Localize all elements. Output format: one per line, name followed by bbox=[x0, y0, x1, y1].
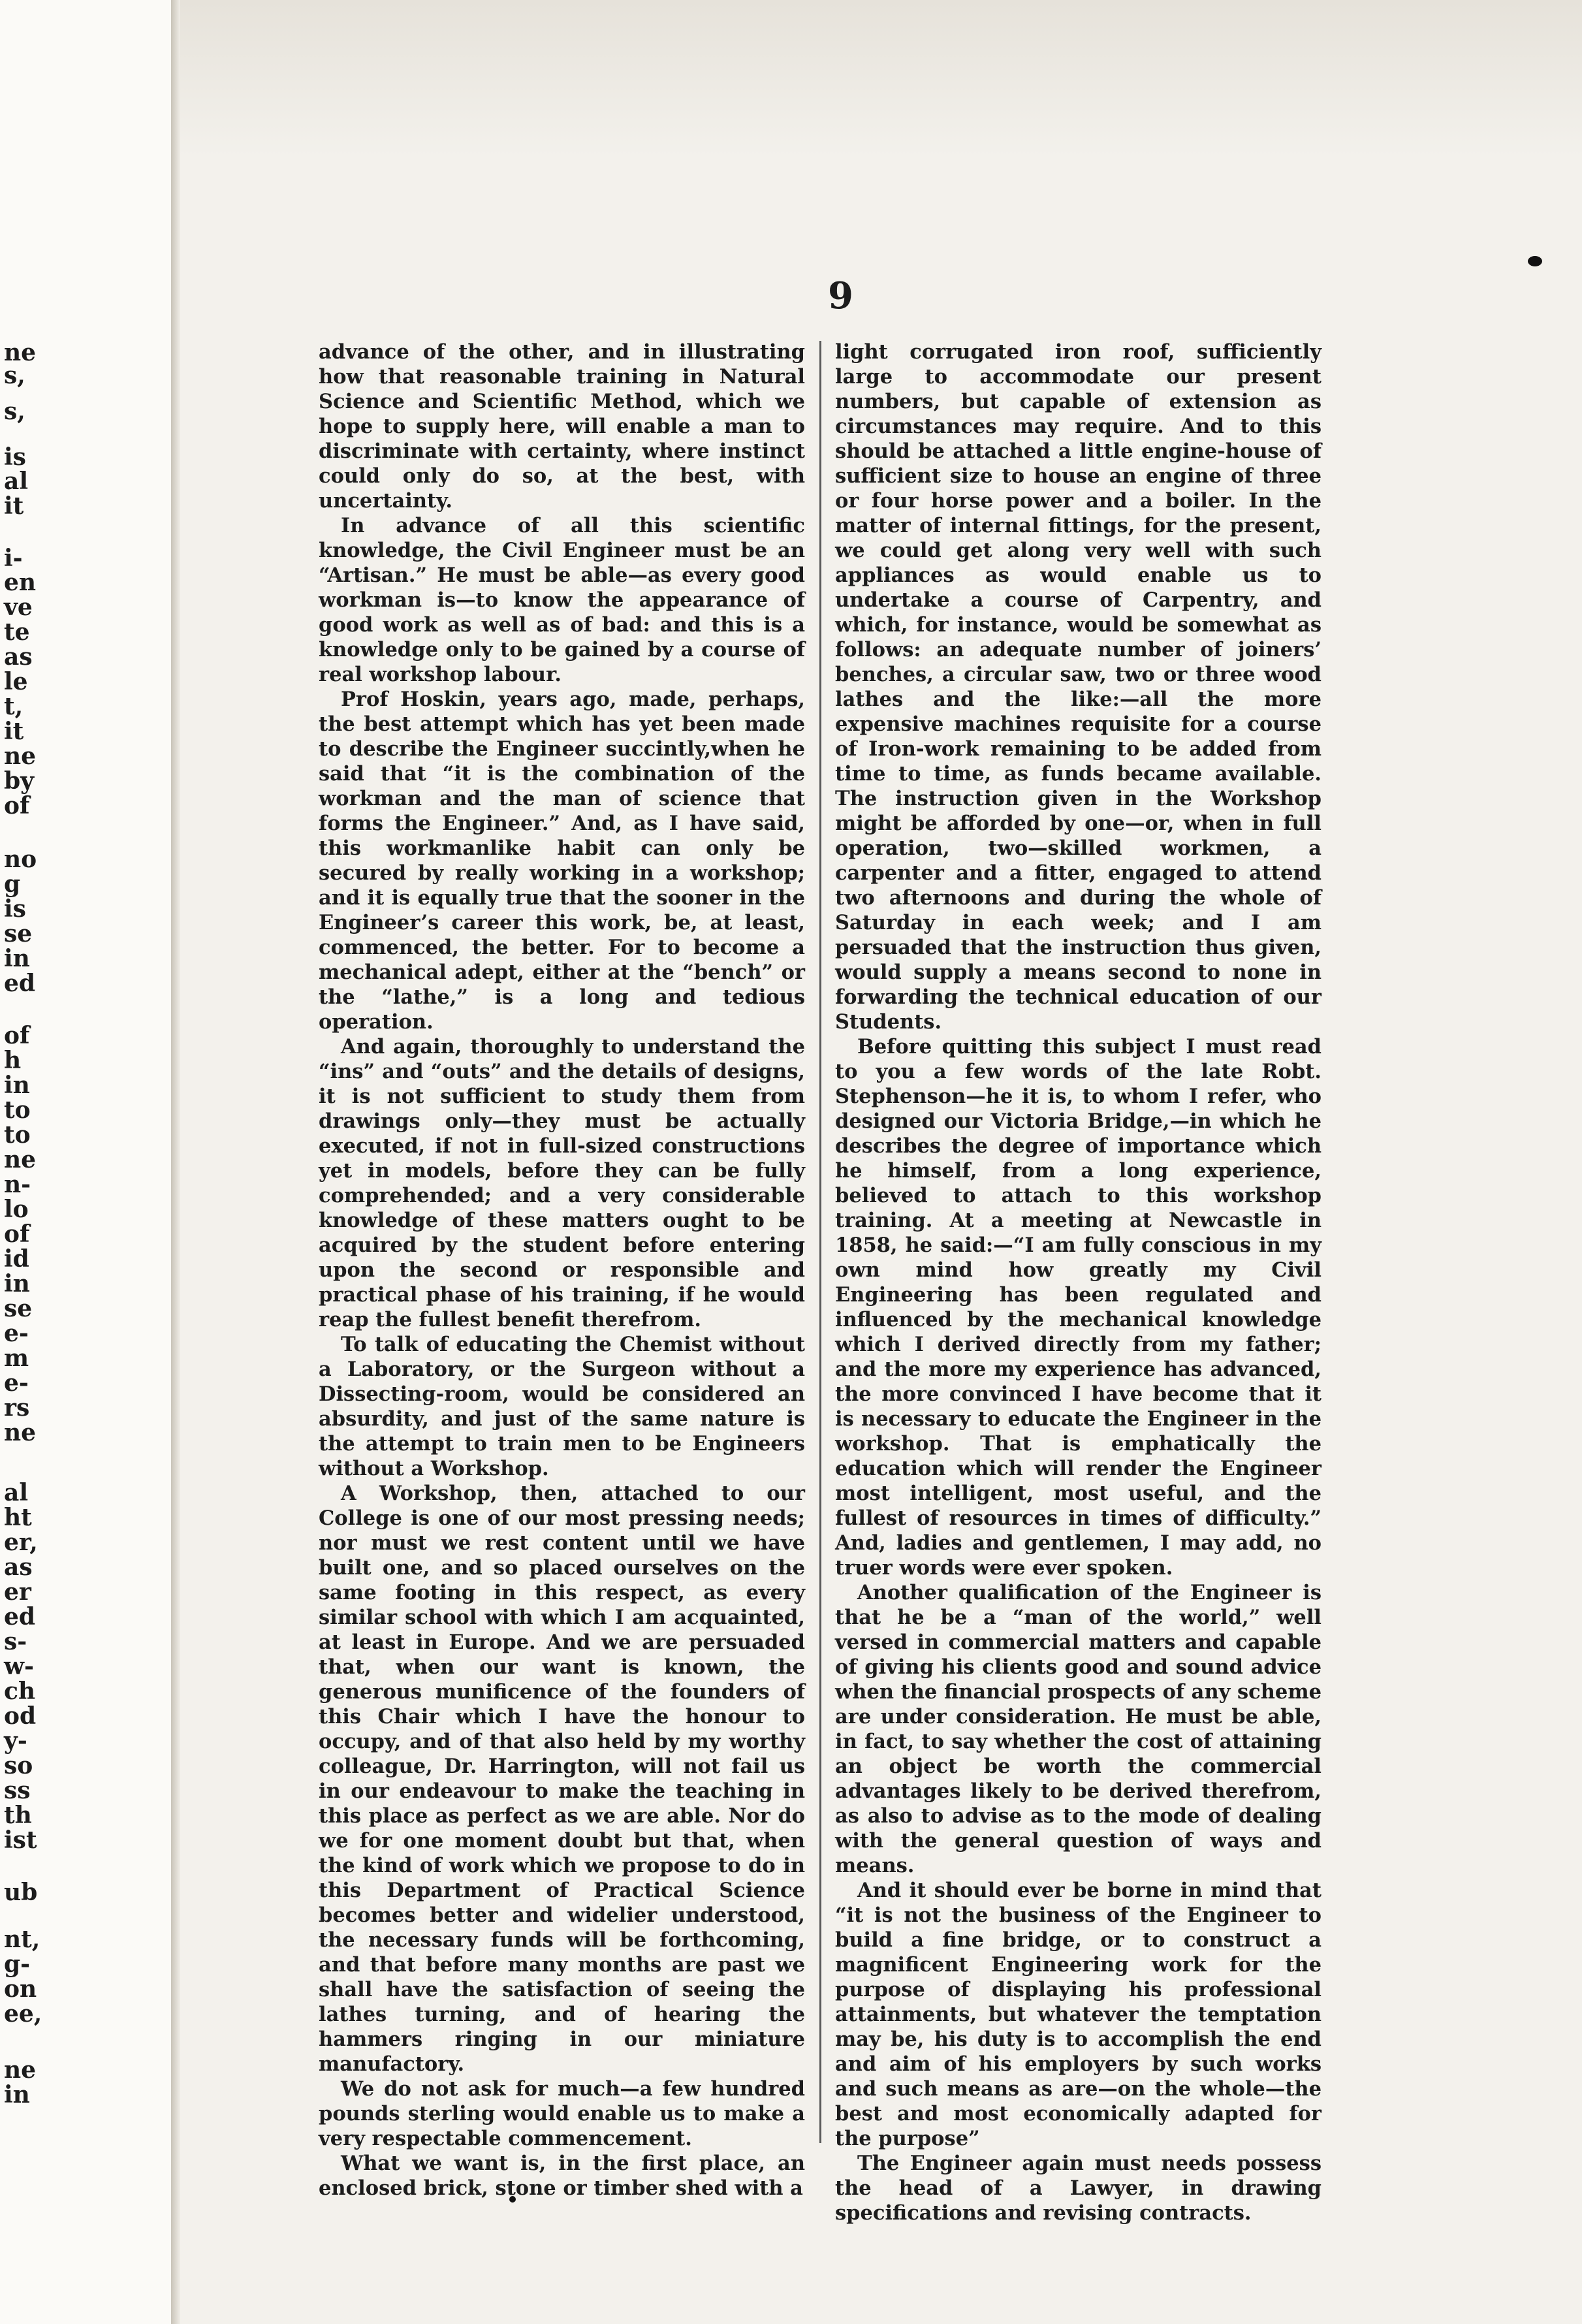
margin-fragment: is bbox=[4, 895, 26, 923]
margin-fragment: e- bbox=[4, 1369, 29, 1397]
margin-fragment: it bbox=[4, 718, 24, 745]
margin-fragment: ub bbox=[4, 1879, 38, 1906]
margin-fragment: en bbox=[4, 569, 37, 596]
margin-fragment: it bbox=[4, 492, 24, 520]
margin-fragment: er, bbox=[4, 1529, 38, 1556]
paragraph: The Engineer again must needs possess the head of a Lawyer, in drawing specifications and revising contracts. bbox=[835, 2152, 1321, 2225]
margin-fragment: is bbox=[4, 443, 26, 471]
margin-fragment: m bbox=[4, 1345, 29, 1372]
paragraph: Before quitting this subject I must read to you a few words of the late Robt. Stephenson—he it is, to whom I refer, who designed our Victoria Bridge,—in which he describes the degree of importance which he himself, from a long experience, believed to attach to this workshop training. At a meeting at Newcastle in 1858, he said:—“I am fully conscious in my own mind how greatly my Civil Engineering has been regulated and influenced by the mechanical knowledge which I derived directly from my father; and the more my experience has advanced, the more convinced I have become that it is necessary to educate the Engineer in the workshop. That is emphatically the education which will render the Engineer most intelligent, most useful, and the fullest of resources in times of difficulty.” And, ladies and gentlemen, I may add, no truer words were ever spoken. bbox=[835, 1035, 1321, 1580]
paragraph: Prof Hoskin, years ago, made, perhaps, the best attempt which has yet been made to describe the Engineer succintly,when he said that “it is the combination of the workman and the man of science that forms the Engineer.” And, as I have said, this workmanlike habit can only be secured by really working in a workshop; and it is equally true that the sooner in the Engineer’s career this work, be, at least, commenced, the better. For to become a mechanical adept, either at the “bench” or the “lathe,” is a long and tedious operation. bbox=[319, 688, 805, 1034]
paragraph: light corrugated iron roof, sufficiently large to accommodate our present numbers, but capable of extension as circumstances may require. And to this should be attached a little engine-house of sufficient size to house an engine of three or four horse power and a boiler. In the matter of internal fittings, for the present, we could get along very well with such appliances as would enable us to undertake a course of Carpentry, and which, for instance, would be somewhat as follows: an adequate number of joiners’ benches, a circular saw, two or three wood lathes and the like:—all the more expensive machines requisite for a course of Iron-work remaining to be added from time to time, as funds became available. The instruction given in the Workshop might be afforded by one—or, when in full operation, two—skilled workmen, a carpenter and a fitter, engaged to attend two afternoons and during the whole of Saturday in each week; and I am persuaded that the instruction thus given, would supply a means second to none in forwarding the technical education of our Students. bbox=[835, 340, 1321, 1034]
margin-fragment: od bbox=[4, 1702, 37, 1730]
margin-fragment: id bbox=[4, 1245, 29, 1273]
paragraph: A Workshop, then, attached to our College is one of our most pressing needs; nor must we rest content until we have built one, and so placed ourselves on the same footing in this respect, as every similar school with which I am acquainted, at least in Europe. And we are persuaded that, when our want is known, the generous munificence of the founders of this Chair which I have the honour to occupy, and of that also held by my worthy colleague, Dr. Harrington, will not fail us in our endeavour to make the teaching in this place as perfect as we are able. Nor do we for one moment doubt but that, when the kind of work which we propose to do in this Department of Practical Science becomes better and widelier understood, the necessary funds will be forthcoming, and that before many months are past we shall have the satisfaction of seeing the lathes turning, and of hearing the hammers ringing in our miniature manufactory. bbox=[319, 1482, 805, 2076]
margin-fragment: of bbox=[4, 1220, 30, 1248]
margin-fragment: ed bbox=[4, 1603, 36, 1631]
margin-fragment: in bbox=[4, 1270, 30, 1297]
margin-fragment: ee, bbox=[4, 2000, 42, 2028]
paragraph: And again, thoroughly to understand the “ins” and “outs” and the details of designs, it is not sufficient to study them from drawings only—they must be actually executed, if not in full-sized constructions yet in models, before they can be fully comprehended; and a very considerable knowledge of these matters ought to be acquired by the student before entering upon the second or responsible and practical phase of his training, if he would reap the fullest benefit therefrom. bbox=[319, 1035, 805, 1331]
margin-fragment: to bbox=[4, 1096, 31, 1124]
paragraph: Another qualification of the Engineer is that he be a “man of the world,” well versed in commercial matters and capable of giving his clients good and sound advice when the financial prospects of any scheme are under consideration. He must be able, in fact, to say whether the cost of attaining an object be worth the commercial advantages likely to be derived therefrom, as also to advise as to the mode of dealing with the general question of ways and means. bbox=[835, 1581, 1321, 1877]
margin-fragment: of bbox=[4, 1022, 30, 1049]
margin-fragment: er bbox=[4, 1578, 31, 1606]
left-text-column bbox=[319, 340, 805, 2201]
margin-fragment: ne bbox=[4, 2056, 37, 2084]
paragraph: What we want is, in the first place, an enclosed brick, stone or timber shed with a bbox=[319, 2152, 805, 2200]
paragraph: In advance of all this scientific knowledge, the Civil Engineer must be an “Artisan.” He must be able—as every good workman is—to know the appearance of good work as well as of bad: and this is a knowledge only to be gained by a course of real workshop labour. bbox=[319, 514, 805, 686]
margin-fragment: s, bbox=[4, 398, 25, 425]
margin-fragment: ne bbox=[4, 1419, 37, 1446]
margin-fragment: te bbox=[4, 618, 30, 646]
page-fold-shadow bbox=[171, 0, 180, 2324]
right-text-column bbox=[835, 340, 1321, 2225]
margin-fragment: h bbox=[4, 1047, 22, 1074]
margin-fragment: le bbox=[4, 668, 28, 695]
paragraph: And it should ever be borne in mind that “it is not the business of the Engineer to build a fine bridge, or to construct a magnificent Engineering work for the purpose of displaying his professional attainments, but whatever the temptation may be, his duty is to accomplish the end and aim of his employers by such works and such means as are—on the whole—the best and most economically adapted for the purpose” bbox=[835, 1879, 1321, 2150]
margin-fragment: of bbox=[4, 792, 30, 820]
page-number: 9 bbox=[828, 274, 853, 317]
margin-fragment: in bbox=[4, 1072, 30, 1099]
ink-speck-top-right bbox=[1528, 256, 1542, 266]
column-divider-rule bbox=[819, 341, 821, 2143]
margin-fragment: w- bbox=[4, 1653, 34, 1680]
margin-fragment: no bbox=[4, 846, 37, 873]
margin-fragment: ve bbox=[4, 594, 33, 621]
margin-fragment: ss bbox=[4, 1777, 31, 1804]
paragraph: To talk of educating the Chemist without a Laboratory, or the Surgeon without a Dissecting-room, would be considered an absurdity, and just of the same nature is the attempt to train men to be Engineers without a Workshop. bbox=[319, 1333, 805, 1480]
margin-fragment: to bbox=[4, 1121, 31, 1149]
margin-fragment: al bbox=[4, 468, 29, 495]
margin-fragment: so bbox=[4, 1752, 33, 1779]
margin-fragment: se bbox=[4, 920, 33, 947]
margin-fragment: e- bbox=[4, 1320, 29, 1347]
margin-fragment: ht bbox=[4, 1504, 32, 1531]
margin-fragment: g- bbox=[4, 1950, 31, 1978]
margin-fragment: ed bbox=[4, 970, 36, 997]
margin-fragment: as bbox=[4, 643, 33, 671]
margin-fragment: on bbox=[4, 1975, 37, 2003]
margin-fragment: t, bbox=[4, 693, 24, 720]
margin-fragment: ne bbox=[4, 742, 37, 770]
margin-fragment: n- bbox=[4, 1171, 31, 1198]
margin-fragment: al bbox=[4, 1479, 29, 1506]
margin-fragment: s, bbox=[4, 362, 25, 389]
margin-fragment: ne bbox=[4, 1146, 37, 1173]
margin-fragment: th bbox=[4, 1802, 32, 1829]
margin-fragment: rs bbox=[4, 1394, 30, 1422]
margin-fragment: nt, bbox=[4, 1926, 40, 1953]
margin-fragment: y- bbox=[4, 1727, 27, 1755]
paragraph: We do not ask for much—a few hundred pounds sterling would enable us to make a very respectable commencement. bbox=[319, 2077, 805, 2150]
margin-fragment: ne bbox=[4, 339, 37, 366]
margin-fragment: i- bbox=[4, 545, 23, 572]
paragraph: advance of the other, and in illustrating how that reasonable training in Natural Science and Scientific Method, which we hope to supply here, will enable a man to discriminate with certainty, where instinct could only do so, at the best, with uncertainty. bbox=[319, 340, 805, 513]
top-page-shade bbox=[180, 0, 1582, 157]
margin-fragment: by bbox=[4, 767, 35, 795]
margin-fragment: se bbox=[4, 1295, 33, 1322]
margin-fragment: ch bbox=[4, 1678, 36, 1705]
margin-fragment: in bbox=[4, 945, 30, 972]
margin-fragment: in bbox=[4, 2081, 30, 2109]
margin-fragment: ist bbox=[4, 1826, 37, 1854]
margin-fragment: lo bbox=[4, 1196, 29, 1223]
margin-fragment: s- bbox=[4, 1628, 27, 1655]
margin-fragment: g bbox=[4, 870, 21, 898]
margin-fragment: as bbox=[4, 1553, 33, 1581]
